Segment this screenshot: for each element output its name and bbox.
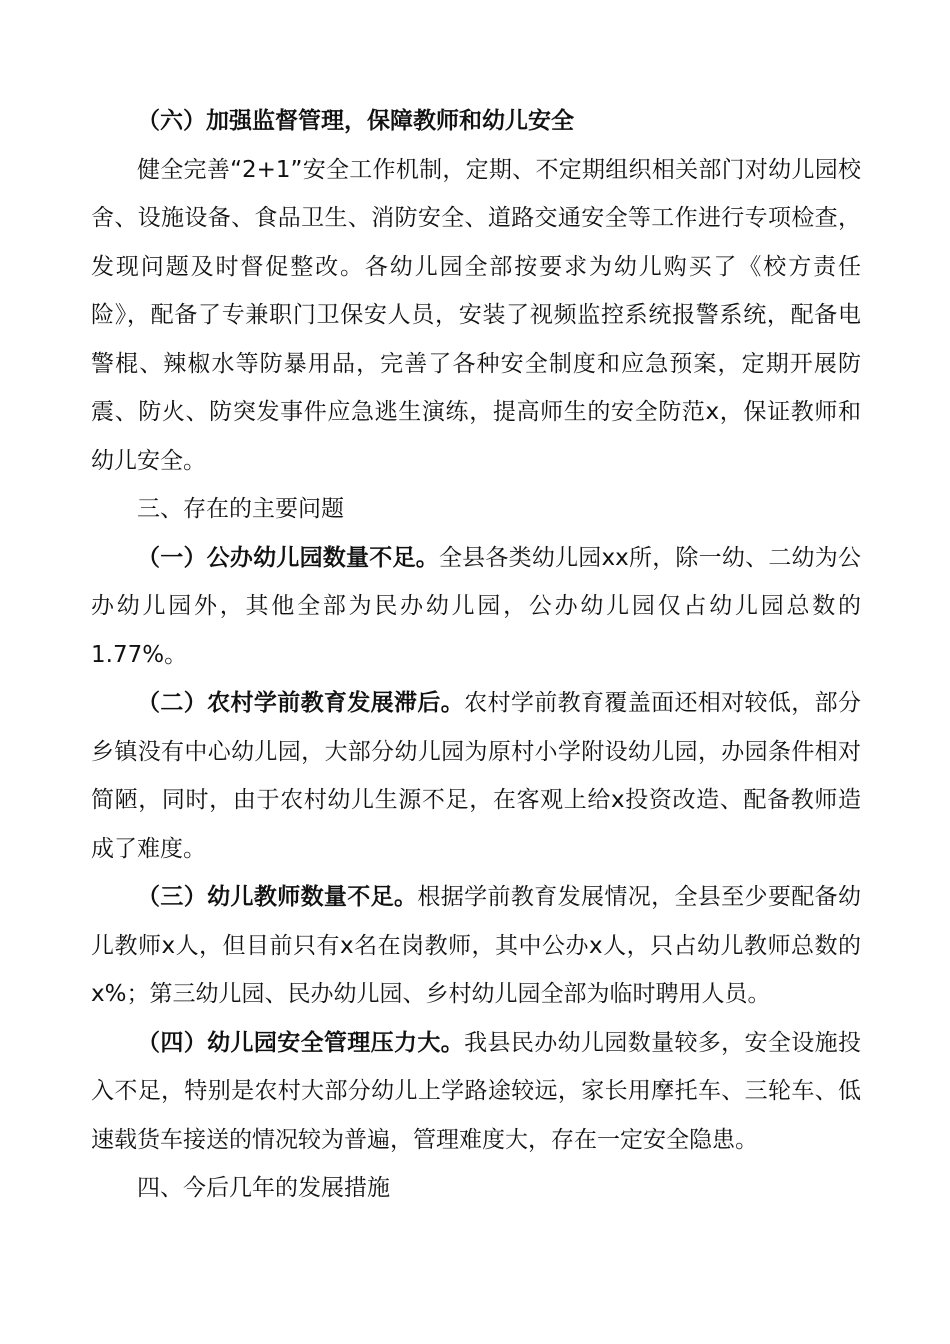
issue-paragraph-2 bbox=[91, 679, 861, 873]
issue-text-3: 根据学前教育发展情况，全县至少要配备幼儿教师x人，但目前只有x名在岗教师，其中公办x人，只占幼儿教师总数的x%；第三幼儿园、民办幼儿园、乡村幼儿园全部为临时聘用人员。 bbox=[91, 884, 862, 1007]
issue-lead-3: （三）幼儿教师数量不足。 bbox=[137, 884, 418, 910]
part-heading-3: 三、存在的主要问题 bbox=[137, 496, 344, 522]
issue-lead-4: （四）幼儿园安全管理压力大。 bbox=[137, 1029, 465, 1056]
issue-lead-2: （二）农村学前教育发展滞后。 bbox=[137, 690, 465, 716]
issue-text-1: 全县各类幼儿园xx所，除一幼、二幼为公办幼儿园外，其他全部为民办幼儿园，公办幼儿园仅占幼儿园总数的1.77%。 bbox=[91, 544, 861, 668]
part-heading-4: 四、今后几年的发展措施 bbox=[137, 1175, 390, 1201]
issue-paragraph-4 bbox=[91, 1019, 861, 1165]
issue-lead-1: （一）公办幼儿园数量不足。 bbox=[137, 544, 439, 571]
issue-paragraph-1 bbox=[91, 534, 861, 680]
issue-text-2: 农村学前教育覆盖面还相对较低，部分乡镇没有中心幼儿园，大部分幼儿园为原村小学附设幼儿园，办园条件相对简陋，同时，由于农村幼儿生源不足，在客观上给x投资改造、配备教师造成了难度。 bbox=[91, 690, 862, 862]
issue-text-4: 我县民办幼儿园数量较多，安全设施投入不足，特别是农村大部分幼儿上学路途较远，家长用摩托车、三轮车、低速载货车接送的情况较为普遍，管理难度大，存在一定安全隐患。 bbox=[91, 1029, 862, 1153]
document-body bbox=[91, 97, 861, 1213]
issue-paragraph-3 bbox=[91, 873, 861, 1019]
section-heading-6: （六）加强监督管理，保障教师和幼儿安全 bbox=[137, 108, 574, 134]
section-paragraph-6: 健全完善“2+1”安全工作机制，定期、不定期组织相关部门对幼儿园校舍、设施设备、食品卫生、消防安全、道路交通安全等工作进行专项检查，发现问题及时督促整改。各幼儿园全部按要求为幼儿购买了《校方责任险》，配备了专兼职门卫保安人员，安装了视频监控系统报警系统，配备电警棍、辣椒水等防暴用品，完善了各种安全制度和应急预案，定期开展防震、防火、防突发事件应急逃生演练，提高师生的安全防范x，保证教师和幼儿安全。 bbox=[91, 156, 861, 474]
